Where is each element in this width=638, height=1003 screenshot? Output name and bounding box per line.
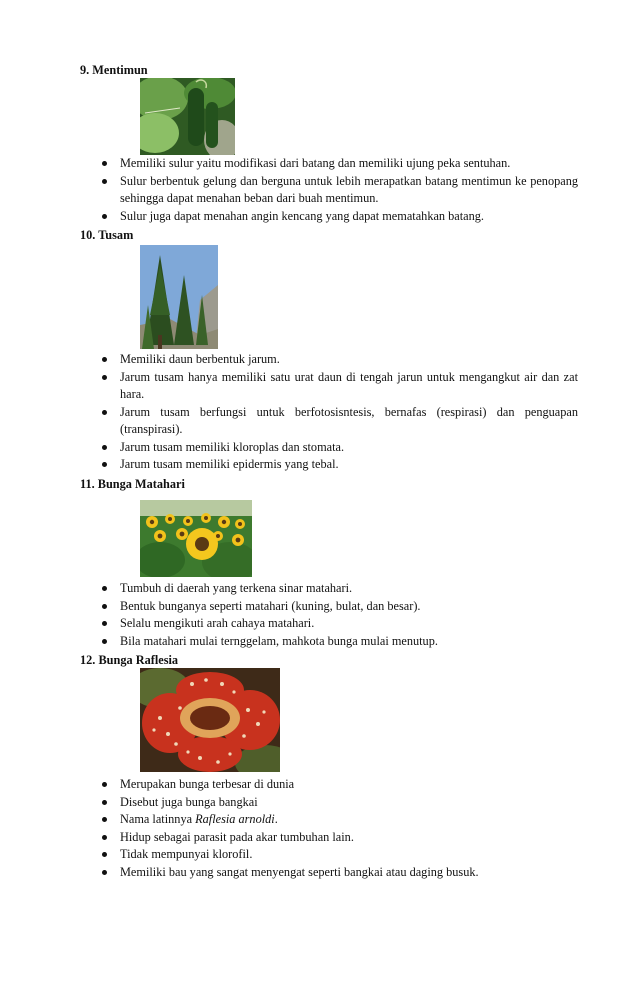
list-item: Jarum tusam memiliki kloroplas dan stomata. <box>100 439 578 457</box>
latin-name-prefix: Nama latinnya <box>120 812 196 826</box>
sunflower-photo <box>140 500 252 577</box>
list-item: Jarum tusam hanya memiliki satu urat daun di tengah jarun untuk mengangkut air dan zat hara. <box>100 369 578 404</box>
list-item: Merupakan bunga terbesar di dunia <box>100 776 578 794</box>
list-item: Bentuk bunganya seperti matahari (kuning, bulat, dan besar). <box>100 598 578 616</box>
list-item: Tumbuh di daerah yang terkena sinar matahari. <box>100 580 578 598</box>
pine-tree-photo <box>140 245 218 349</box>
list-item <box>100 811 578 829</box>
list-item: Memiliki sulur yaitu modifikasi dari batang dan memiliki ujung peka sentuhan. <box>100 155 578 173</box>
heading-tusam: 10. Tusam <box>80 228 134 242</box>
list-tusam <box>100 351 578 474</box>
list-item: Tidak mempunyai klorofil. <box>100 846 578 864</box>
heading-bunga-raflesia: 12. Bunga Raflesia <box>80 653 179 667</box>
list-item: Disebut juga bunga bangkai <box>100 794 578 812</box>
list-bunga-raflesia <box>100 776 578 881</box>
list-item: Jarum tusam berfungsi untuk berfotosisntesis, bernafas (respirasi) dan penguapan (transpirasi). <box>100 404 578 439</box>
rafflesia-photo <box>140 668 280 772</box>
list-bunga-matahari <box>100 580 578 650</box>
heading-bunga-matahari: 11. Bunga Matahari <box>80 477 185 491</box>
latin-name: Raflesia arnoldi <box>195 812 275 826</box>
list-item: Memiliki bau yang sangat menyengat seperti bangkai atau daging busuk. <box>100 864 578 882</box>
cucumber-photo <box>140 78 235 155</box>
latin-name-suffix: . <box>274 812 278 826</box>
list-item: Jarum tusam memiliki epidermis yang tebal. <box>100 456 578 474</box>
heading-mentimun: 9. Mentimun <box>80 63 148 77</box>
list-item: Bila matahari mulai ternggelam, mahkota bunga mulai menutup. <box>100 633 578 651</box>
list-mentimun <box>100 155 578 225</box>
list-item: Sulur berbentuk gelung dan berguna untuk lebih merapatkan batang mentimun ke penopang sehingga dapat menahan beban dari buah mentimun. <box>100 173 578 208</box>
list-item: Sulur juga dapat menahan angin kencang yang dapat mematahkan batang. <box>100 208 578 226</box>
list-item: Hidup sebagai parasit pada akar tumbuhan lain. <box>100 829 578 847</box>
list-item: Selalu mengikuti arah cahaya matahari. <box>100 615 578 633</box>
list-item: Memiliki daun berbentuk jarum. <box>100 351 578 369</box>
